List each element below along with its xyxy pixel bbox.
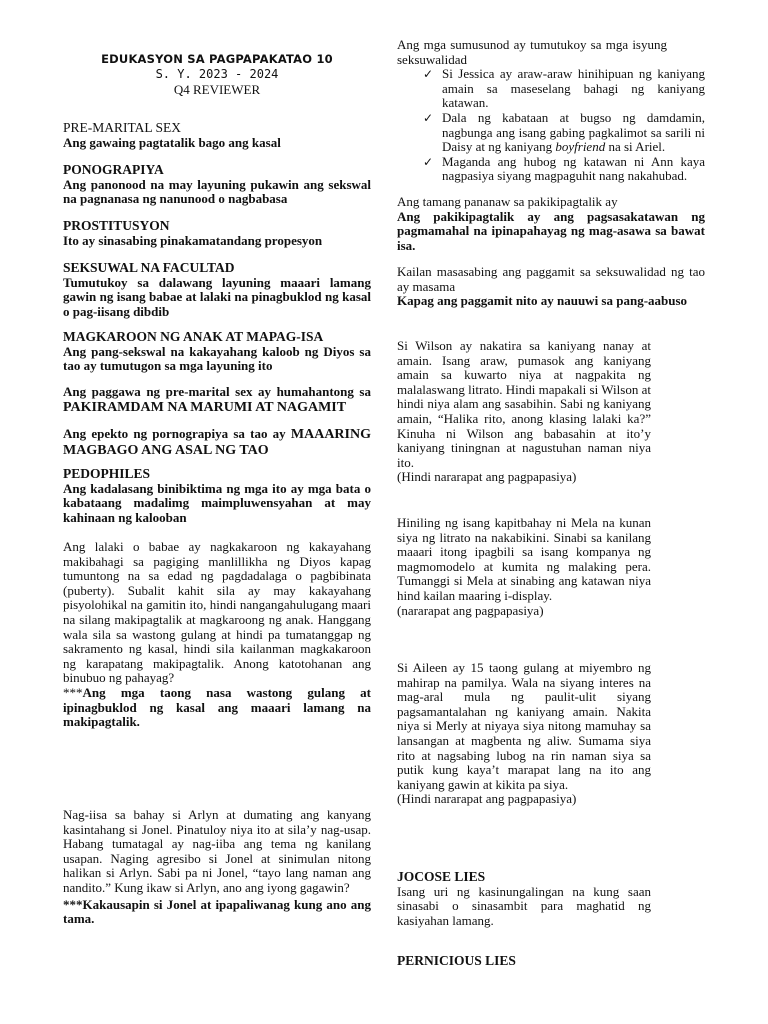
- qa-pananaw: [397, 195, 705, 253]
- qa-answer: Kapag ang paggamit nito ay nauuwi sa pang-aabuso: [397, 293, 688, 309]
- issue-text: Dala ng kabataan at bugso ng damdamin, nagbunga ang isang gabing pagkalimot sa sarili ni Daisy at ng kaniyang: [442, 109, 705, 155]
- answer-bold: Ang mga taong nasa wastong gulang at ipinagbuklod ng kasal ang maaari lamang na makipagtalik.: [63, 684, 371, 730]
- term-heading: PONOGRAPIYA: [63, 162, 164, 177]
- answer-stars: ***: [63, 684, 83, 700]
- school-year: S. Y. 2023 - 2024: [155, 67, 279, 81]
- term-ponograpiya: [63, 163, 371, 207]
- check-mark-icon: ✓: [423, 67, 434, 82]
- qa-question: Kailan masasabing ang paggamit sa seksuwalidad ng tao ay masama: [397, 264, 705, 294]
- scenario-text: Hiniling ng isang kapitbahay ni Mela na kunan siya ng litrato na nakabikini. Sinabi sa kanilang maaari itong ipagbili sa isang kompanya ng magmomodelo at kumita ng malaking pera. Tumanggi si Mela at sinabing ang katawan niya hind kailan maaring i-display.: [397, 515, 651, 603]
- term-premarital: [63, 121, 371, 150]
- issue-text: Si Jessica ay araw-araw hinihipuan ng kaniyang amain sa maseselang bahagi ng kaniyang katawan.: [442, 66, 705, 111]
- term-anak: [63, 330, 371, 374]
- check-mark-icon: ✓: [423, 154, 434, 169]
- document-subtitle: Q4 REVIEWER: [173, 82, 261, 97]
- question-paragraph-1: [63, 540, 371, 730]
- issues-list: [397, 67, 705, 184]
- scenario-mela: [397, 516, 651, 618]
- statement-emphasis: PAKIRAMDAM NA MARUMI AT NAGAMIT: [63, 399, 347, 415]
- term-definition: Ang kadalasang binibiktima ng mga ito ay mga bata o kabataang madalimg maimpluwensyahan at may kahinaan ng kalooban: [63, 480, 371, 525]
- term-prostitusyon: [63, 219, 371, 248]
- term-definition: Tumutukoy sa dalawang layuning maaari lamang gawin ng isang babae at lalaki na pinagbuklod ng kasal o pag-iisang dibdib: [63, 274, 371, 319]
- issues-intro: Ang mga sumusunod ay tumutukoy sa mga isyung seksuwalidad: [397, 37, 667, 67]
- statement-lead: Ang paggawa ng pre-marital sex ay humahantong sa: [63, 384, 371, 399]
- question-text: Nag-iisa sa bahay si Arlyn at dumating ang kanyang kasintahang si Jonel. Pinatuloy niya ito at sila’y nag-usap. Habang tumatagal ay nag-iiba ang tema ng kanilang usapan. Naging agresibo si Jonel at sinimulan nitong halikan si Arlyn. Sabi pa ni Jonel, “tayo lang naman ang nandito.” Kung ikaw si Arlyn, ano ang iyong gagawin?: [63, 807, 371, 895]
- scenario-verdict: (Hindi nararapat ang pagpapasiya): [397, 791, 577, 807]
- scenario-verdict: (Hindi nararapat ang pagpapasiya): [397, 469, 577, 485]
- statement-text: [63, 385, 371, 415]
- term-heading: PRE-MARITAL SEX: [63, 120, 182, 135]
- issue-item: [397, 155, 705, 184]
- scenario-verdict: (nararapat ang pagpapasiya): [397, 602, 544, 618]
- term-facultad: [63, 261, 371, 319]
- issue-italic: boyfriend: [555, 139, 606, 155]
- term-heading: PROSTITUSYON: [63, 218, 170, 233]
- issue-item: [397, 111, 705, 155]
- term-definition: Ang gawaing pagtatalik bago ang kasal: [63, 134, 281, 150]
- term-definition: Ang pang-sekswal na kakayahang kaloob ng Diyos sa tao ay tumutugon sa mga layuning ito: [63, 343, 371, 374]
- term-heading: JOCOSE LIES: [397, 869, 486, 884]
- statement-emphasis: MAAARING MAGBAGO ANG ASAL NG TAO: [63, 427, 371, 458]
- scenario-aileen: [397, 661, 651, 807]
- qa-question: Ang tamang pananaw sa pakikipagtalik ay: [397, 194, 618, 209]
- qa-kailan: [397, 265, 705, 309]
- document-title: EDUKASYON SA PAGPAPAKATAO 10: [101, 52, 333, 66]
- question-text: Ang lalaki o babae ay nagkakaroon ng kakayahang makibahagi sa pagiging manlillikha ng Diyos kapag tumuntong na sa edad ng pagdadalaga o pagbibinata (puberty). Subalit kahit sila ay may kakayahang pisyolohikal na gamitin ito, hindi nangangahulugang maari na silang makipagtalik at magkaroong ng anak. Hanggang wala sila sa wastong gulang at hindi pa tumatanggap ng sakramento ng kasal, hindi sila kailanman magkakaroon ng karapatang makipagtalik. Anong katotohanan ang binubuo ng pahayag?: [63, 539, 371, 686]
- answer-text: [63, 686, 371, 730]
- check-mark-icon: ✓: [423, 110, 434, 125]
- term-definition: Isang uri ng kasinungalingan na kung saan sinasabi o sinasambit para maghatid ng kasiyahan lamang.: [397, 883, 651, 928]
- qa-answer: Ang pakikipagtalik ay ang pagsasakatawan ng pagmamahal na ipinapahayag ng mag-asawa sa bawat isa.: [397, 208, 705, 253]
- term-heading: MAGKAROON NG ANAK AT MAPAG-ISA: [63, 329, 324, 344]
- term-definition: Ito ay sinasabing pinakamatandang propesyon: [63, 232, 323, 248]
- scenario-text: Si Aileen ay 15 taong gulang at miyembro ng mahirap na pamilya. Wala na siyang interes na mag-aral mula ng paulit-ulit siyang pagsamantalahan ng kaniyang amain. Nakita niya si Merly at niyaya siya nitong mamuhay sa lansangan at magbenta ng aliw. Sumama siya rito at nagsabing lubog na rin naman siya sa putik kung kaya’t marapat lang na ito ang kaniyang gawin at kikita pa siya.: [397, 660, 651, 792]
- statement-epekto: [63, 427, 371, 458]
- term-heading: PERNICIOUS LIES: [397, 953, 516, 968]
- term-pernicious-lies: [397, 954, 651, 969]
- term-pedophiles: [63, 467, 371, 525]
- issue-text-end: na si Ariel.: [605, 139, 666, 155]
- question-paragraph-2: [63, 808, 371, 927]
- term-definition: Ang panonood na may layuning pukawin ang sekswal na pagnanasa ng nanunood o nagbabasa: [63, 176, 371, 207]
- statement-paggawa: [63, 385, 371, 415]
- scenario-wilson: [397, 339, 651, 485]
- term-heading: PEDOPHILES: [63, 466, 151, 481]
- term-heading: SEKSUWAL NA FACULTAD: [63, 260, 235, 275]
- sexuality-issues: [397, 38, 705, 184]
- issue-text: Maganda ang hubog ng katawan ni Ann kaya nagpasiya siyang magpaguhit nang nakahubad.: [442, 153, 705, 184]
- statement-text: [63, 427, 371, 458]
- document-header: [63, 52, 371, 97]
- scenario-text: Si Wilson ay nakatira sa kaniyang nanay at amain. Isang araw, pumasok ang kaniyang amain sa kuwarto niya at nagpakita ng malalaswang litrato. Hindi mapakali si Wilson at hindi niya alam ang sasabihin. Sabi ng kaniyang amain, “Halika rito, anong klasing lalaki ka?” Kinuha ni Wilson ang babasahin at ito’y kaniyang tiningnan at nagustuhan naman niya ito.: [397, 338, 651, 470]
- issue-item: [397, 67, 705, 111]
- term-jocose-lies: [397, 870, 651, 928]
- statement-lead: Ang epekto ng pornograpiya sa tao ay: [63, 426, 291, 441]
- answer-text: ***Kakausapin si Jonel at ipapaliwanag kung ano ang tama.: [63, 896, 371, 927]
